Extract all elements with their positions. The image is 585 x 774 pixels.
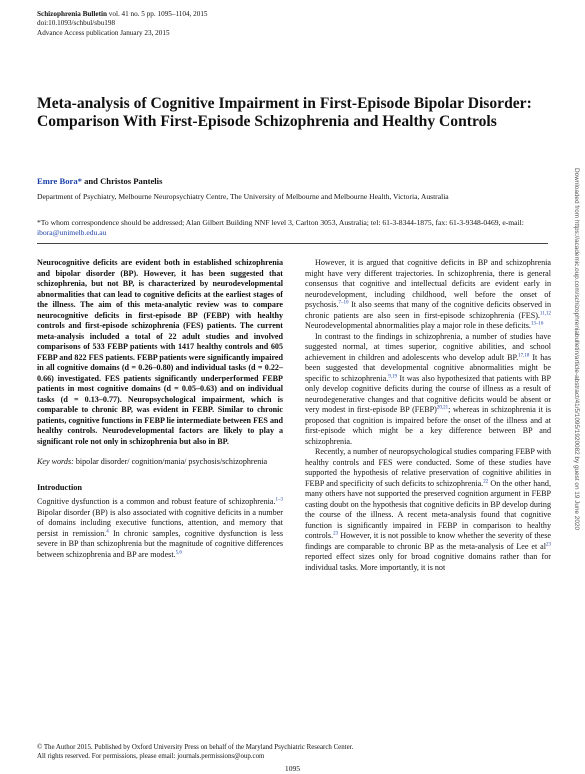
body-paragraph [305, 258, 551, 332]
citation-ref[interactable]: 17,18 [518, 352, 530, 358]
body-paragraph [305, 447, 551, 573]
keywords-label: Key words: [37, 457, 74, 466]
correspondence-text: *To whom correspondence should be addressed; Alan Gilbert Building NNF level 3, Carlton 3053, Australia; tel: 61-3-8344-1875, fax: 61-3-9348-0469, e-mail: [37, 218, 524, 227]
body-text: reported effect sizes only for broad cognitive domains rather than for individual tasks. More importantly, it is not [305, 552, 551, 572]
citation-ref[interactable]: 23 [546, 541, 551, 547]
keywords-text: bipolar disorder/ cognition/mania/ psychosis/schizophrenia [73, 457, 268, 466]
left-column [37, 258, 283, 560]
correspondence [37, 218, 537, 238]
article-title: Meta-analysis of Cognitive Impairment in First-Episode Bipolar Disorder: Comparison With First-Episode Schizophrenia and Healthy Controls [37, 95, 532, 130]
body-text: However, it is argued that cognitive deficits in BP and schizophrenia might have very different trajectories. In schizophrenia, there is general consensus that cognitive and intellectual deficits are evident early in neurodevelopment, including childhood, well before the onset of psychosis. [305, 258, 551, 309]
body-paragraph [305, 332, 551, 448]
citation-ref[interactable]: 4 [106, 528, 109, 534]
abstract: Neurocognitive deficits are evident both in established schizophrenia and bipolar disorder (BP). However, it has been suggested that schizophrenia, but not BP, is characterized by neurodevelopmental abnormalities that can lead to cognitive deficits at the earliest stages of the illness. The aim of this meta-analytic review was to compare neurocognitive deficits in first-episode BP (FEBP) with healthy controls and first-episode schizophrenia (FES) patients. The current meta-analysis included a total of 22 adult studies and involved comparisons of 533 FEBP patients with 1417 healthy controls and 605 FEBP and 822 FES patients. FEBP patients were significantly impaired in all cognitive domains (d = 0.26–0.80) and individual tasks (d = 0.22–0.66) investigated. FES patients significantly underperformed FEBP patients in most cognitive domains (d = 0.05–0.63) and on individual tasks (d = 0.13–0.77). Neuropsychological impairment, which is comparable to chronic BP, was evident in FEBP. Similar to chronic patients, cognitive functions in FEBP lie intermediate between FES and healthy controls. Neurodevelopmental factors are likely to play a significant role not only in schizophrenia but also in BP. [37, 258, 283, 446]
citation-ref[interactable]: 9,19 [388, 373, 397, 379]
page-number: 1095 [284, 764, 301, 773]
journal-header [37, 10, 208, 38]
intro-paragraph [37, 497, 283, 560]
advance-access: Advance Access publication January 23, 2015 [37, 28, 170, 37]
section-heading-introduction: Introduction [37, 482, 83, 492]
affiliation: Department of Psychiatry, Melbourne Neuropsychiatry Centre, The University of Melbourne and Melbourne Health, Victoria, Australia [37, 192, 449, 201]
body-text: It was also hypothesized that patients with BP only develop cognitive deficits during the course of illness as a result of neurodegenerative changes and that cognitive deficits would be absent or very modest in first-episode BP (FEBP) [305, 373, 552, 414]
doi: doi:10.1093/schbul/sbu198 [37, 19, 116, 28]
body-text: ; whereas in schizophrenia it is proposed that cognition is impaired before the onset of the illness and at first-episode which might be a key difference between BP and schizophrenia. [305, 405, 551, 446]
citation-ref[interactable]: 11,12 [539, 310, 551, 316]
body-text: Neurodevelopmental abnormalities play a major role in these deficits. [305, 321, 531, 330]
right-column [305, 258, 551, 573]
citation-ref[interactable]: 13–16 [530, 321, 544, 327]
permissions-line: All rights reserved. For permissions, please email: journals.permissions@oup.com [37, 752, 265, 760]
intro-text-2: Bipolar disorder (BP) is also associated with cognitive deficits in a number of domains including executive functions, attention, and memory that persist in remission. [37, 507, 283, 538]
citation-ref[interactable]: 23 [333, 531, 339, 537]
corresponding-author-link[interactable]: Emre Bora* [37, 176, 82, 186]
journal-citation [37, 10, 208, 19]
author-line [37, 176, 162, 186]
email-link[interactable]: ibora@unimelb.edu.au [37, 228, 107, 237]
download-watermark [571, 168, 581, 608]
volume-info: vol. 41 no. 5 pp. 1095–1104, 2015 [106, 10, 208, 18]
intro-text-3: In chronic samples, cognitive dysfunction is less severe in BP than schizophrenia but the magnitude of cognitive differences between schizophrenia and BP are modest. [37, 528, 283, 559]
citation-ref[interactable]: 7–10 [338, 300, 349, 306]
body-text: In contrast to the findings in schizophrenia, a number of studies have suggested normal, at times superior, cognitive abilities, and school achievement in children and adolescents who develop adult BP. [305, 331, 551, 362]
body-text: It has been suggested that developmental cognitive abnormalities might be specific to schizophrenia. [305, 352, 551, 383]
body-text: However, it is not possible to know whether the severity of these findings are comparable to chronic BP as the meta-analysis of Lee et al [305, 531, 551, 551]
citation-ref[interactable]: 5,6 [175, 549, 182, 555]
journal-name: Schizophrenia Bulletin [37, 10, 107, 18]
citation-ref[interactable]: 22 [483, 478, 489, 484]
body-text: It also seems that many of the cognitive deficits observed in chronic patients are also seen in first-episode schizophrenia (FES). [305, 300, 551, 320]
citation-ref[interactable]: 1–3 [275, 497, 283, 503]
header-divider [37, 243, 548, 244]
intro-text-1: Cognitive dysfunction is a common and robust feature of schizophrenia. [37, 497, 276, 506]
co-author: and Christos Pantelis [81, 176, 163, 186]
citation-ref[interactable]: 20,21 [436, 405, 449, 411]
copyright-footer [37, 744, 353, 762]
keywords [37, 457, 283, 468]
download-watermark-text: Downloaded from https://academic.oup.com/schizophreniabulletin/article-abstract/41/5/1095/1920082 by guest on 19 June 2020 [573, 168, 580, 531]
body-text: On the other hand, many others have not supported the preserved cognition argument in FEBP casting doubt on the hypothesis that cognitive deficits in BP develop during the course of the illness. A recent meta-analysis found that cognitive function is significantly impaired in FEBP in comparison to healthy controls. [305, 478, 551, 540]
copyright-line: © The Author 2015. Published by Oxford University Press on behalf of the Maryland Psychiatric Research Center. [37, 744, 354, 751]
body-text: Recently, a number of neuropsychological studies comparing FEBP with healthy controls and FES were conducted. Some of these studies have supported the hypothesis of relative preservation of cognitive abilities in FEBP and specificity of such deficits to schizophrenia. [305, 447, 551, 488]
